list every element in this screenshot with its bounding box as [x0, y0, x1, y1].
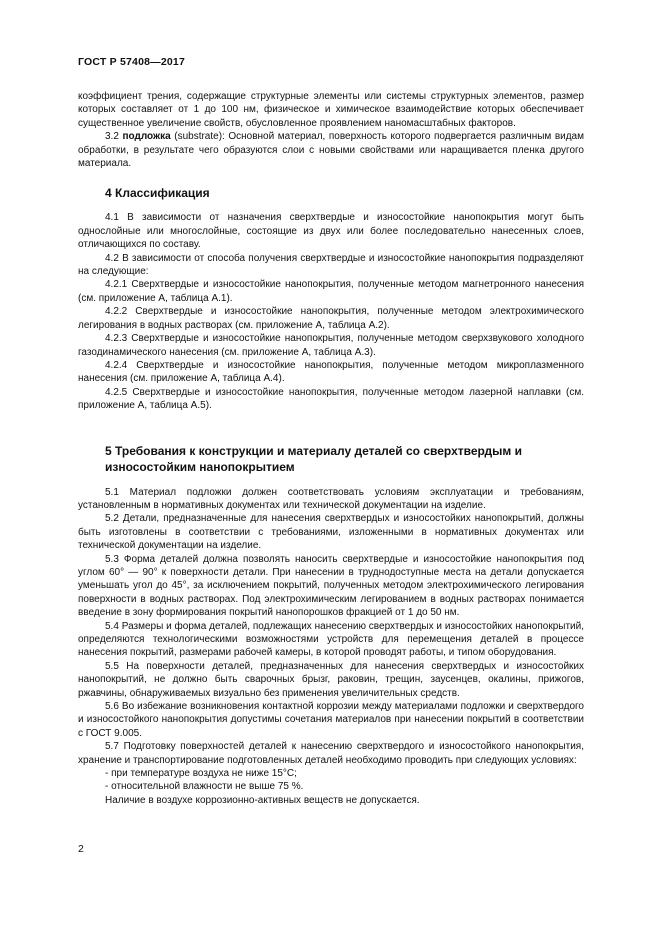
document-header: ГОСТ Р 57408—2017 — [78, 56, 186, 68]
paragraph-5-7: 5.7 Подготовку поверхностей деталей к нанесению сверхтвердого и износостойкого нанопокрытия, хранение и транспортирование подготовленных деталей необходимо проводить при следующих условиях: — [78, 741, 584, 766]
paragraph-4-2-4: 4.2.4 Сверхтвердые и износостойкие нанопокрытия, полученные методом микроплазменного нанесения (см. приложение А, таблица А.4). — [78, 359, 584, 385]
page-number: 2 — [78, 843, 84, 855]
paragraph-5-5: 5.5 На поверхности деталей, предназначенных для нанесения сверхтвердых и износостойких нанопокрытий, не должно быть сварочных брызг, раковин, трещин, заусенцев, окалины, прижогов, ржавчины, обнаруживаемых визуально без применения увеличительных средств. — [78, 660, 584, 699]
paragraph-5-3: 5.3 Форма деталей должна позволять наносить сверхтвердые и износостойкие нанопокрытия под углом 60° — 90° к поверхности детали. При нанесении в труднодоступные места на детали допускается уменьшать угол до 45°, за исключением покрытий, полученных методом электрохимического легирования поверхности в водных растворах. Под электрохимическим легированием в водных растворах понимается введение в зону формирования покрытий нанопорошков фракцией от 1 до 50 нм. — [78, 553, 584, 619]
paragraph-final-note: Наличие в воздухе коррозионно-активных веществ не допускается. — [105, 794, 420, 806]
paragraph-4-2: 4.2 В зависимости от способа получения сверхтвердые и износостойкие нанопокрытия подразделяют на следующие: — [78, 252, 584, 278]
section-5-heading: 5 Требования к конструкции и материалу деталей со сверхтвердым и износостойким нанопокрытием — [105, 443, 522, 474]
paragraph-4-2-5: 4.2.5 Сверхтвердые и износостойкие нанопокрытия, полученные методом лазерной наплавки (см. приложение А, таблица А.5). — [78, 386, 584, 412]
clause-number: 3.2 — [105, 131, 119, 143]
paragraph-4-2-3: 4.2.3 Сверхтвердые и износостойкие нанопокрытия, полученные методом сверхзвукового холодного газодинамического нанесения (см. приложение А, таблица А.3). — [78, 333, 584, 358]
paragraph-4-1: 4.1 В зависимости от назначения сверхтвердые и износостойкие нанопокрытия могут быть однослойные или многослойные, состоящие из двух или более последовательно нанесенных слоев, отличающихся по составу. — [78, 212, 584, 251]
condition-humidity: - относительной влажности не выше 75 %. — [105, 781, 304, 793]
section-4-heading: 4 Классификация — [105, 186, 210, 201]
term-definition: (substrate): Основной материал, поверхность которого подвергается различным видам обработки, в результате чего образуются слои с новыми свойствами или наращивается пленка другого материала. — [78, 131, 584, 170]
paragraph-intro-continuation: коэффициент трения, содержащие структурные элементы или системы структурных элементов, размер которых составляет от 1 до 100 нм, физическое и химическое взаимодействие которых обеспечивает существенное увеличение свойств, обусловленное проявлением наномасштабных факторов. — [78, 91, 584, 129]
paragraph-4-2-1: 4.2.1 Сверхтвердые и износостойкие нанопокрытия, полученные методом магнетронного нанесения (см. приложение А, таблица А.1). — [78, 279, 584, 304]
paragraph-4-2-2: 4.2.2 Сверхтвердые и износостойкие нанопокрытия, полученные методом электрохимического легирования в водных растворах (см. приложение А, таблица А.2). — [78, 306, 584, 331]
paragraph-5-4: 5.4 Размеры и форма деталей, подлежащих нанесению сверхтвердых и износостойких нанопокрытий, определяются технологическими возможностями устройств для перемещения деталей в процессе нанесения покрытий, размерами рабочей камеры, в которой проводят работы, и типом оборудования. — [78, 620, 584, 659]
term-substrate: подложка — [122, 131, 171, 143]
paragraph-5-6: 5.6 Во избежание возникновения контактной коррозии между материалами подложки и сверхтвердого и износостойкого нанопокрытия допустимы сочетания материалов при нанесении покрытий в соответствии с ГОСТ 9.005. — [78, 701, 584, 739]
paragraph-5-1: 5.1 Материал подложки должен соответствовать условиям эксплуатации и требованиям, установленным в нормативных документах или технической документации на изделие. — [78, 486, 584, 511]
condition-temperature: - при температуре воздуха не ниже 15°С; — [105, 768, 297, 780]
paragraph-3-2 — [78, 130, 584, 170]
page-body — [78, 90, 584, 807]
paragraph-5-2: 5.2 Детали, предназначенные для нанесения сверхтвердых и износостойких нанопокрытий, должны быть изготовлены в соответствии с требованиями, изложенными в нормативных документах или технической документации на изделие. — [78, 513, 584, 552]
